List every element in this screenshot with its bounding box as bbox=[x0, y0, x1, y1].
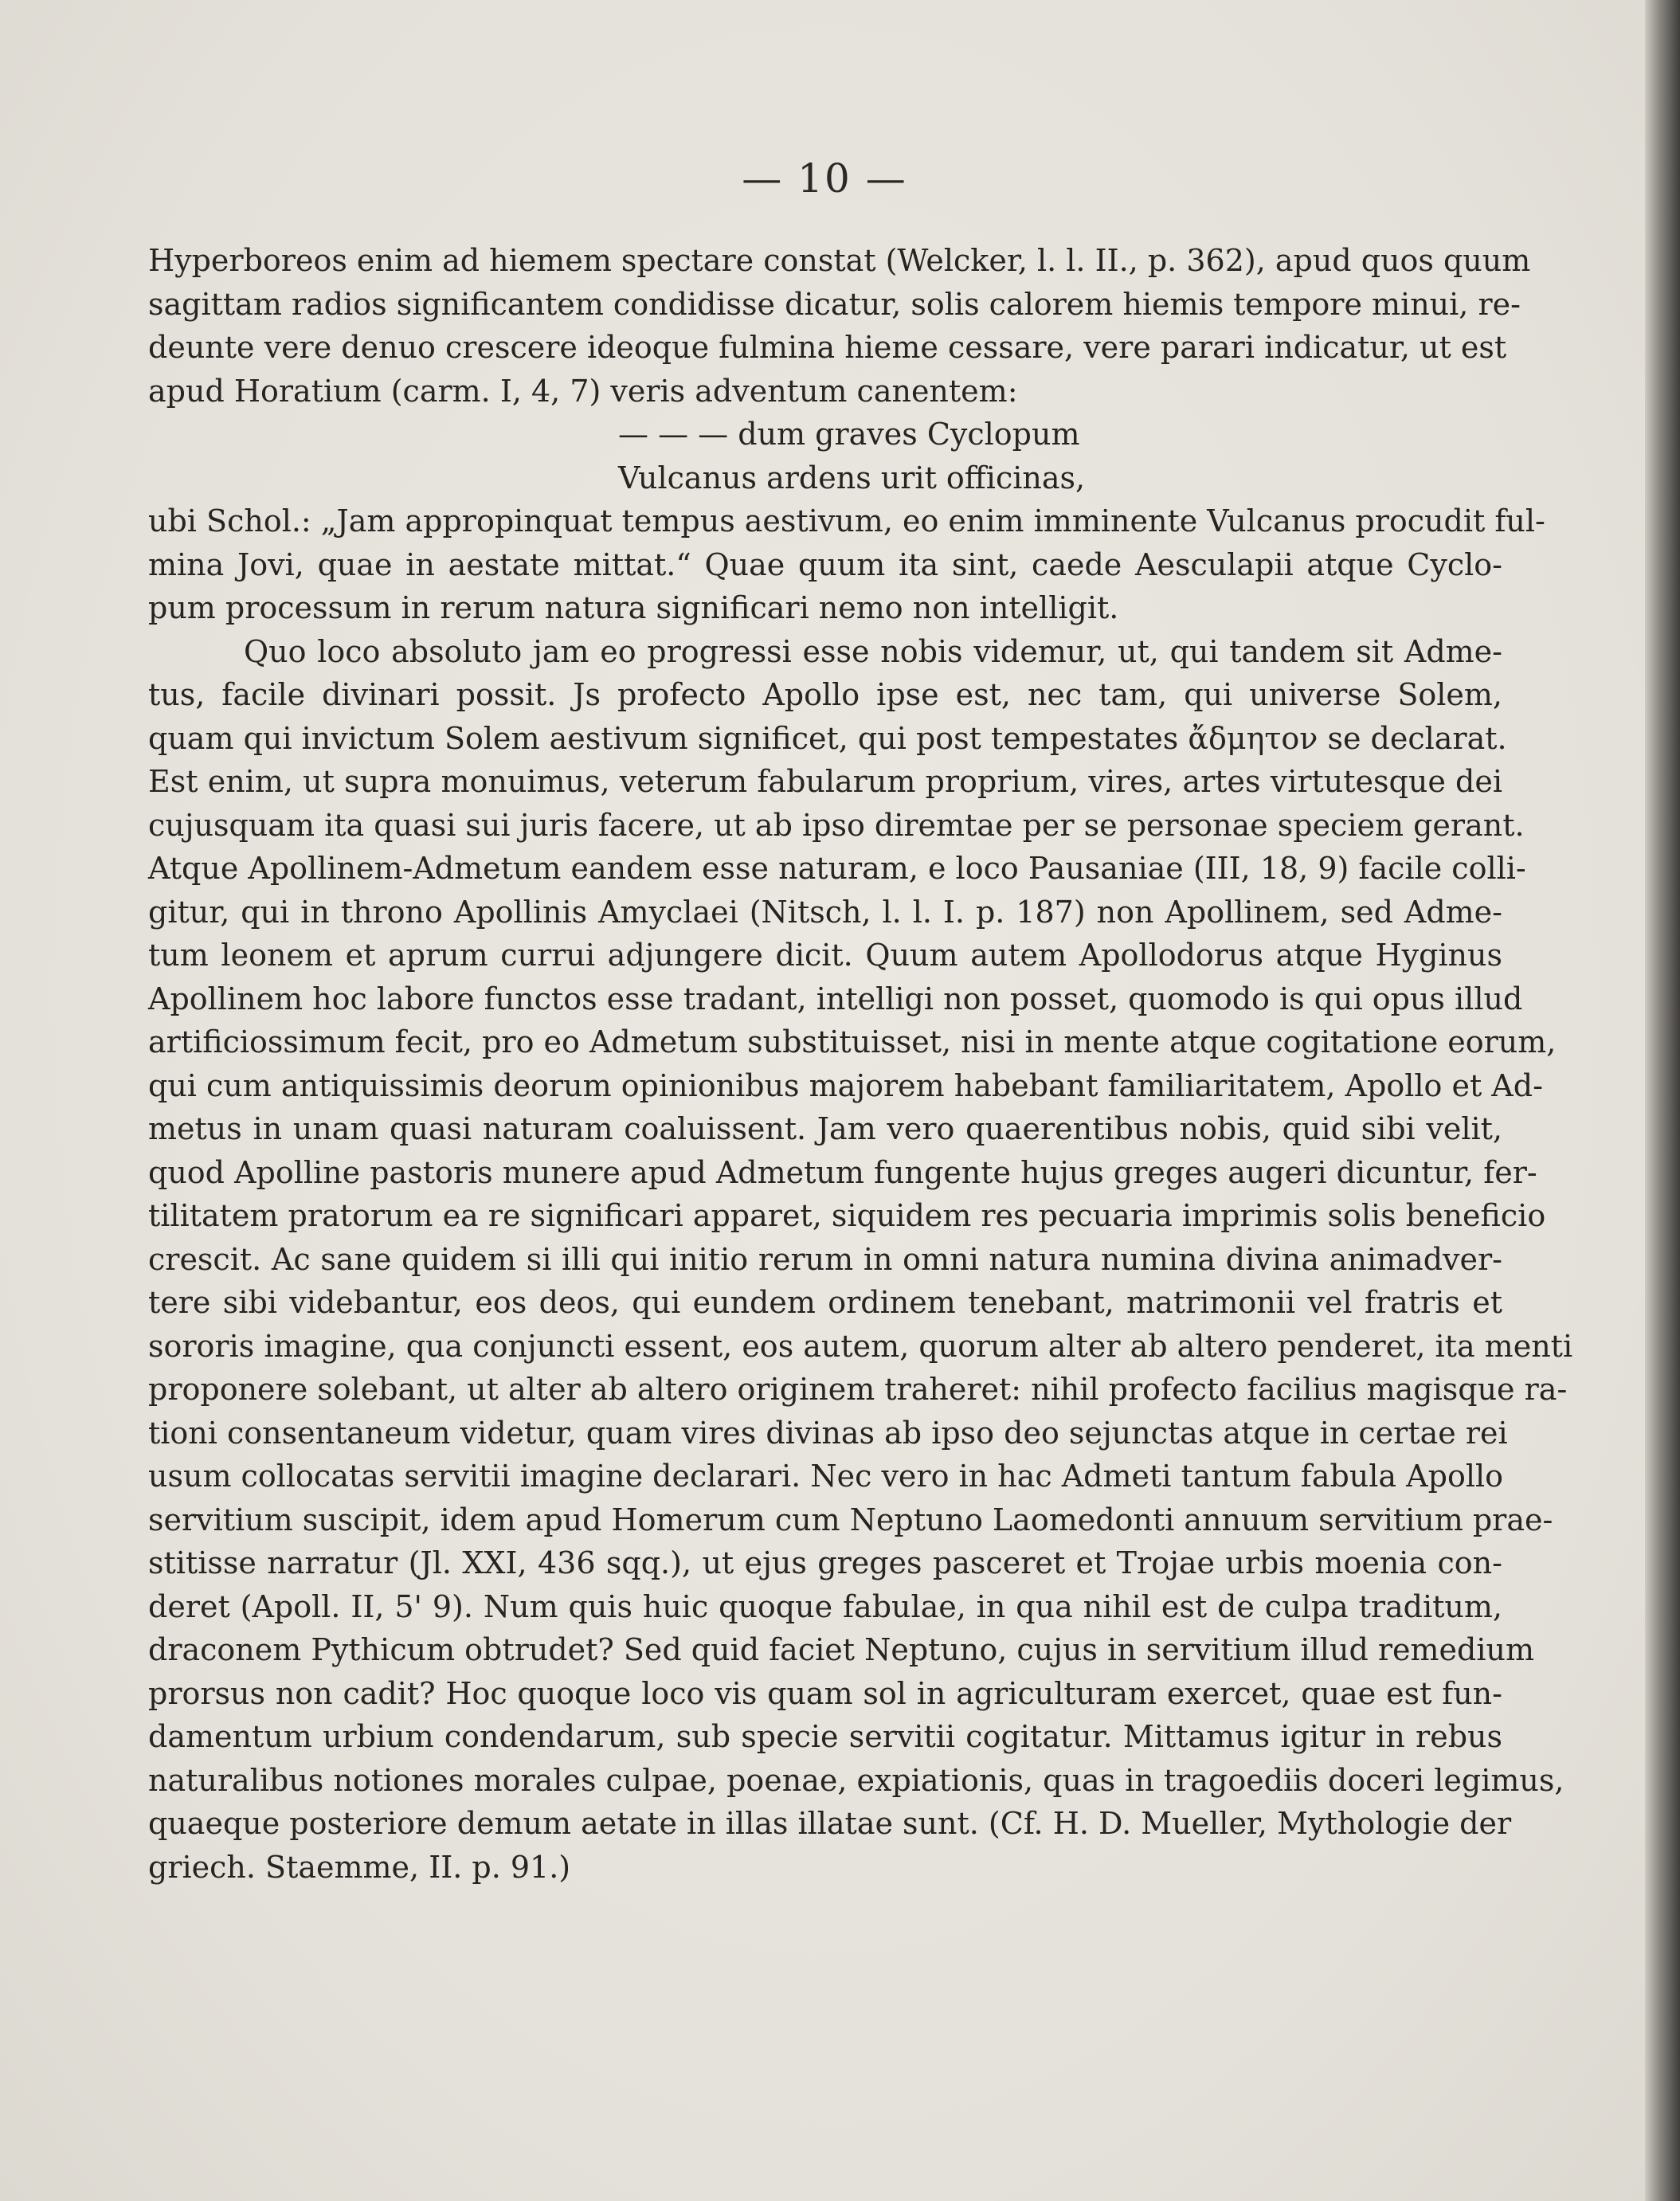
verse-line: — — — dum graves Cyclopum bbox=[618, 417, 1080, 452]
text-line: Atque Apollinem-Admetum eandem esse naturam, e loco Pausaniae (III, 18, 9) facile colli- bbox=[148, 851, 1526, 886]
text-line: deunte vere denuo crescere ideoque fulmina hieme cessare, vere parari indicatur, ut est bbox=[148, 330, 1507, 365]
text-line: gitur, qui in throno Apollinis Amyclaei (Nitsch, l. l. I. p. 187) non Apollinem, sed Adme- bbox=[148, 894, 1502, 930]
text-line: Hyperboreos enim ad hiemem spectare constat (Welcker, l. l. II., p. 362), apud quos quum bbox=[148, 243, 1531, 278]
text-line: quam qui invictum Solem aestivum significet, qui post tempestates ἄδμητον se declarat. bbox=[148, 720, 1507, 756]
text-line: naturalibus notiones morales culpae, poenae, expiationis, quas in tragoediis doceri legimus, bbox=[148, 1762, 1564, 1798]
text-line: deret (Apoll. II, 5' 9). Num quis huic quoque fabulae, in qua nihil est de culpa traditum, bbox=[148, 1588, 1502, 1624]
text-line: prorsus non cadit? Hoc quoque loco vis quam sol in agriculturam exercet, quae est fun- bbox=[148, 1675, 1502, 1711]
text-line: cujusquam ita quasi sui juris facere, ut ab ipso diremtae per se personae speciem gerant. bbox=[148, 807, 1525, 843]
text-line: proponere solebant, ut alter ab altero originem traheret: nihil profecto facilius magisque ra- bbox=[148, 1372, 1568, 1407]
text-line: Apollinem hoc labore functos esse tradant, intelligi non posset, quomodo is qui opus illud bbox=[148, 981, 1523, 1016]
text-line: mina Jovi, quae in aestate mittat.“ Quae quum ita sint, caede Aesculapii atque Cyclo- bbox=[148, 546, 1502, 582]
text-line: draconem Pythicum obtrudet? Sed quid faciet Neptuno, cujus in servitium illud remedium bbox=[148, 1632, 1535, 1667]
text-line: tum leonem et aprum currui adjungere dicit. Quum autem Apollodorus atque Hyginus bbox=[148, 938, 1502, 973]
text-line: quaeque posteriore demum aetate in illas illatae sunt. (Cf. H. D. Mueller, Mythologie der bbox=[148, 1806, 1512, 1841]
text-line: sororis imagine, qua conjuncti essent, eos autem, quorum alter ab altero penderet, ita menti bbox=[148, 1328, 1573, 1364]
text-line: tus, facile divinari possit. Js profecto Apollo ipse est, nec tam, qui universe Solem, bbox=[148, 677, 1502, 712]
text-line: ubi Schol.: „Jam appropinquat tempus aestivum, eo enim imminente Vulcanus procudit ful- bbox=[148, 503, 1545, 539]
verse-line: Vulcanus ardens urit officinas, bbox=[618, 460, 1086, 495]
text-line: sagittam radios significantem condidisse dicatur, solis calorem hiemis tempore minui, re- bbox=[148, 286, 1521, 322]
text-line: griech. Staemme, II. p. 91.) bbox=[148, 1849, 571, 1885]
text-line: quod Apolline pastoris munere apud Admetum fungente hujus greges augeri dicuntur, fer- bbox=[148, 1154, 1537, 1190]
text-line: apud Horatium (carm. I, 4, 7) veris adventum canentem: bbox=[148, 373, 1018, 409]
text-line: metus in unam quasi naturam coaluissent. Jam vero quaerentibus nobis, quid sibi velit, bbox=[148, 1111, 1502, 1146]
text-line: Est enim, ut supra monuimus, veterum fabularum proprium, vires, artes virtutesque dei bbox=[148, 764, 1502, 799]
text-line: artificiossimum fecit, pro eo Admetum substituisset, nisi in mente atque cogitatione eorum, bbox=[148, 1024, 1557, 1059]
page-edge-shadow bbox=[1645, 0, 1680, 2201]
text-line: stitisse narratur (Jl. XXI, 436 sqq.), ut ejus greges pasceret et Trojae urbis moenia con- bbox=[148, 1545, 1502, 1580]
text-line: tilitatem pratorum ea re significari apparet, siquidem res pecuaria imprimis solis beneficio bbox=[148, 1198, 1546, 1233]
text-line: tioni consentaneum videtur, quam vires divinas ab ipso deo sejunctas atque in certae rei bbox=[148, 1415, 1508, 1451]
body-text bbox=[148, 239, 1573, 1889]
text-line: qui cum antiquissimis deorum opinionibus majorem habebant familiaritatem, Apollo et Ad- bbox=[148, 1067, 1543, 1103]
text-line: damentum urbium condendarum, sub specie servitii cogitatur. Mittamus igitur in rebus bbox=[148, 1719, 1502, 1754]
page-number: — 10 — bbox=[742, 155, 907, 202]
text-line: tere sibi videbantur, eos deos, qui eundem ordinem tenebant, matrimonii vel fratris et bbox=[148, 1285, 1502, 1320]
text-line: pum processum in rerum natura significari nemo non intelligit. bbox=[148, 590, 1119, 625]
text-line: usum collocatas servitii imagine declarari. Nec vero in hac Admeti tantum fabula Apollo bbox=[148, 1459, 1504, 1494]
text-line: servitium suscipit, idem apud Homerum cum Neptuno Laomedonti annuum servitium prae- bbox=[148, 1502, 1553, 1537]
paragraph-first-line: Quo loco absoluto jam eo progressi esse nobis videmur, ut, qui tandem sit Adme- bbox=[244, 633, 1502, 669]
text-line: crescit. Ac sane quidem si illi qui initio rerum in omni natura numina divina animadver- bbox=[148, 1241, 1502, 1277]
